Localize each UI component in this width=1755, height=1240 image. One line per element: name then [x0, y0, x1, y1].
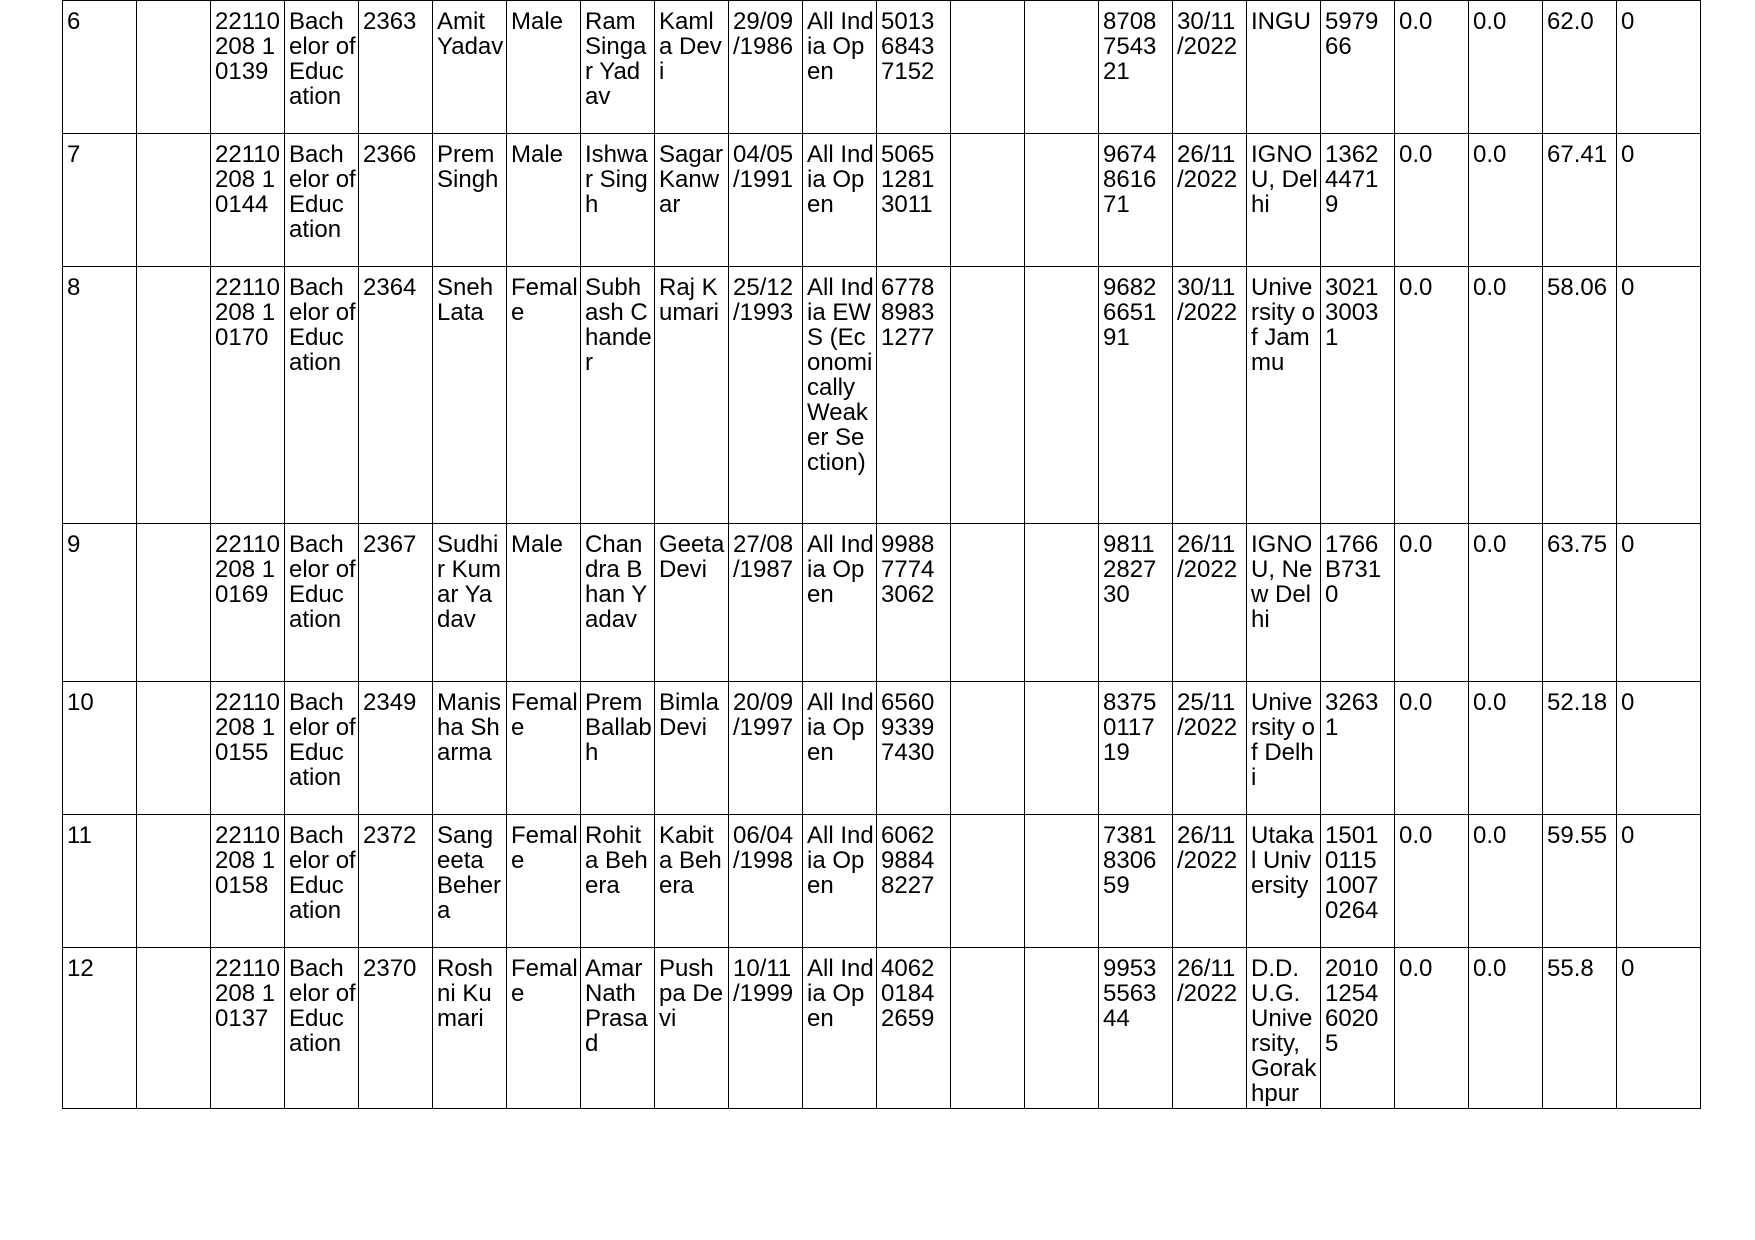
empty-cell: [951, 948, 1025, 1109]
cell-text: Female: [511, 689, 578, 741]
percentage-cell: [1543, 524, 1617, 682]
cell-text: All India EWS (Economically Weaker Section): [807, 274, 874, 476]
mobile-number-cell: [1099, 524, 1173, 682]
course-cell: [285, 267, 359, 524]
empty-cell: [1025, 524, 1099, 682]
cell-text: Sneh Lata: [437, 274, 494, 326]
cell-text: Chandra Bhan Yadav: [585, 531, 648, 633]
candidate-name-cell: [433, 1, 507, 134]
cell-text: 20/09 /1997: [733, 689, 794, 741]
cell-text: Ram Singar Yadav: [585, 8, 647, 110]
application-date-cell: [1173, 948, 1247, 1109]
aadhaar-number-cell: [877, 524, 951, 682]
aadhaar-number-cell: [877, 815, 951, 948]
marks-cell: [1469, 815, 1543, 948]
date-of-birth-cell: [729, 682, 803, 815]
empty-cell: [951, 267, 1025, 524]
cell-text: 22110208 10170: [215, 274, 280, 351]
roll-number-cell: [211, 267, 285, 524]
cell-text: Female: [511, 822, 578, 874]
cell-text: 0: [1621, 274, 1635, 301]
form-number-cell: [359, 1, 433, 134]
cell-text: 12: [67, 955, 94, 982]
cell-text: 2363: [363, 8, 417, 35]
cell-text: 2349: [363, 689, 417, 716]
cell-text: 22110208 10139: [215, 8, 280, 85]
cell-text: University of Jammu: [1251, 274, 1316, 376]
value-cell: [1617, 267, 1701, 524]
marks-cell: [1395, 134, 1469, 267]
mobile-number-cell: [1099, 682, 1173, 815]
percentage-cell: [1543, 815, 1617, 948]
cell-text: 30/11 /2022: [1177, 8, 1238, 60]
cell-text: 0: [1621, 822, 1635, 849]
cell-text: 2366: [363, 141, 417, 168]
cell-text: 2372: [363, 822, 417, 849]
enrollment-number-cell: [1321, 134, 1395, 267]
cell-text: Utakal University: [1251, 822, 1314, 899]
cell-text: Female: [511, 955, 578, 1007]
cell-text: 06/04 /1998: [733, 822, 794, 874]
candidate-name-cell: [433, 948, 507, 1109]
table-row: [63, 267, 1701, 524]
table-row: [63, 524, 1701, 682]
course-cell: [285, 948, 359, 1109]
cell-text: Kabita Behera: [659, 822, 722, 899]
cell-text: 10/11 /1999: [733, 955, 794, 1007]
cell-text: 22110208 10144: [215, 141, 280, 218]
empty-cell: [137, 815, 211, 948]
cell-text: Kamla Devi: [659, 8, 722, 85]
empty-cell: [1025, 1, 1099, 134]
marks-cell: [1395, 524, 1469, 682]
empty-cell: [1025, 267, 1099, 524]
university-cell: [1247, 1, 1321, 134]
cell-text: 58.06: [1547, 274, 1608, 301]
cell-text: Bimla Devi: [659, 689, 720, 741]
cell-text: Sagar Kanwar: [659, 141, 724, 218]
cell-text: 0.0: [1399, 8, 1433, 35]
value-cell: [1617, 134, 1701, 267]
university-cell: [1247, 524, 1321, 682]
cell-text: All India Open: [807, 822, 874, 899]
date-of-birth-cell: [729, 815, 803, 948]
mobile-number-cell: [1099, 134, 1173, 267]
gender-cell: [507, 815, 581, 948]
category-cell: [803, 267, 877, 524]
percentage-cell: [1543, 682, 1617, 815]
mobile-number-cell: [1099, 948, 1173, 1109]
marks-cell: [1469, 682, 1543, 815]
cell-text: 0.0: [1399, 822, 1433, 849]
percentage-cell: [1543, 948, 1617, 1109]
value-cell: [1617, 815, 1701, 948]
university-cell: [1247, 815, 1321, 948]
enrollment-number-cell: [1321, 948, 1395, 1109]
serial-number-cell: [63, 1, 137, 134]
roll-number-cell: [211, 948, 285, 1109]
cell-text: 25/12 /1993: [733, 274, 794, 326]
enrollment-number-cell: [1321, 267, 1395, 524]
enrollment-number-cell: [1321, 682, 1395, 815]
cell-text: 0: [1621, 531, 1635, 558]
records-table: [62, 0, 1701, 1109]
cell-text: 30/11 /2022: [1177, 274, 1238, 326]
table-row: [63, 134, 1701, 267]
cell-text: 7381 8306 59: [1103, 822, 1157, 899]
cell-text: Geeta Devi: [659, 531, 725, 583]
aadhaar-number-cell: [877, 682, 951, 815]
cell-text: 26/11 /2022: [1177, 531, 1238, 583]
roll-number-cell: [211, 134, 285, 267]
cell-text: 2010 1254 6020 5: [1325, 955, 1379, 1057]
course-cell: [285, 524, 359, 682]
course-cell: [285, 134, 359, 267]
cell-text: 26/11 /2022: [1177, 955, 1238, 1007]
cell-text: 0.0: [1473, 531, 1507, 558]
application-date-cell: [1173, 815, 1247, 948]
marks-cell: [1395, 815, 1469, 948]
date-of-birth-cell: [729, 267, 803, 524]
cell-text: Amit Yadav: [437, 8, 504, 60]
father-name-cell: [581, 267, 655, 524]
cell-text: Roshni Kumari: [437, 955, 494, 1032]
empty-cell: [137, 524, 211, 682]
cell-text: 22110208 10169: [215, 531, 280, 608]
roll-number-cell: [211, 815, 285, 948]
marks-cell: [1469, 134, 1543, 267]
value-cell: [1617, 1, 1701, 134]
gender-cell: [507, 267, 581, 524]
cell-text: 6: [67, 8, 81, 35]
cell-text: 0.0: [1473, 8, 1507, 35]
cell-text: 3263 1: [1325, 689, 1379, 741]
cell-text: 0: [1621, 955, 1635, 982]
table-row: [63, 948, 1701, 1109]
cell-text: 29/09 /1986: [733, 8, 794, 60]
cell-text: Male: [511, 8, 564, 35]
form-number-cell: [359, 948, 433, 1109]
cell-text: Rohita Behera: [585, 822, 648, 899]
cell-text: 52.18: [1547, 689, 1608, 716]
mother-name-cell: [655, 524, 729, 682]
empty-cell: [951, 815, 1025, 948]
date-of-birth-cell: [729, 1, 803, 134]
date-of-birth-cell: [729, 134, 803, 267]
cell-text: All India Open: [807, 141, 874, 218]
cell-text: 0.0: [1399, 274, 1433, 301]
university-cell: [1247, 134, 1321, 267]
father-name-cell: [581, 948, 655, 1109]
cell-text: 22110208 10155: [215, 689, 280, 766]
serial-number-cell: [63, 948, 137, 1109]
enrollment-number-cell: [1321, 1, 1395, 134]
percentage-cell: [1543, 267, 1617, 524]
cell-text: Bachelor of Education: [289, 531, 356, 633]
table-row: [63, 1, 1701, 134]
category-cell: [803, 134, 877, 267]
cell-text: 1501 0115 1007 0264: [1325, 822, 1379, 924]
mother-name-cell: [655, 682, 729, 815]
aadhaar-number-cell: [877, 267, 951, 524]
form-number-cell: [359, 134, 433, 267]
cell-text: Female: [511, 274, 578, 326]
cell-text: 0: [1621, 689, 1635, 716]
cell-text: University of Delhi: [1251, 689, 1316, 791]
cell-text: 0.0: [1473, 141, 1507, 168]
marks-cell: [1395, 267, 1469, 524]
empty-cell: [951, 682, 1025, 815]
cell-text: Prem Ballabh: [585, 689, 652, 766]
cell-text: Subhash Chander: [585, 274, 652, 376]
serial-number-cell: [63, 815, 137, 948]
gender-cell: [507, 134, 581, 267]
course-cell: [285, 815, 359, 948]
gender-cell: [507, 524, 581, 682]
cell-text: All India Open: [807, 689, 874, 766]
candidate-name-cell: [433, 267, 507, 524]
father-name-cell: [581, 524, 655, 682]
cell-text: Sudhir Kumar Yadav: [437, 531, 502, 633]
cell-text: 5065 1281 3011: [881, 141, 935, 218]
date-of-birth-cell: [729, 948, 803, 1109]
cell-text: IGNOU, New Delhi: [1251, 531, 1313, 633]
cell-text: 67.41: [1547, 141, 1608, 168]
cell-text: 9: [67, 531, 81, 558]
empty-cell: [137, 1, 211, 134]
cell-text: 04/05 /1991: [733, 141, 794, 193]
roll-number-cell: [211, 1, 285, 134]
cell-text: Manisha Sharma: [437, 689, 502, 766]
cell-text: D.D. U.G. University, Gorakhpur: [1251, 955, 1317, 1107]
empty-cell: [951, 134, 1025, 267]
cell-text: 5013 6843 7152: [881, 8, 935, 85]
cell-text: 0.0: [1473, 955, 1507, 982]
mother-name-cell: [655, 1, 729, 134]
university-cell: [1247, 267, 1321, 524]
empty-cell: [137, 682, 211, 815]
aadhaar-number-cell: [877, 1, 951, 134]
mother-name-cell: [655, 267, 729, 524]
cell-text: 0.0: [1473, 689, 1507, 716]
mother-name-cell: [655, 948, 729, 1109]
form-number-cell: [359, 682, 433, 815]
percentage-cell: [1543, 1, 1617, 134]
value-cell: [1617, 948, 1701, 1109]
cell-text: 22110208 10158: [215, 822, 280, 899]
cell-text: 3021 3003 1: [1325, 274, 1379, 351]
cell-text: INGU: [1251, 8, 1311, 35]
roll-number-cell: [211, 524, 285, 682]
cell-text: 0.0: [1399, 531, 1433, 558]
marks-cell: [1395, 948, 1469, 1109]
marks-cell: [1469, 267, 1543, 524]
cell-text: Bachelor of Education: [289, 8, 356, 110]
father-name-cell: [581, 815, 655, 948]
serial-number-cell: [63, 267, 137, 524]
cell-text: 1766 B731 0: [1325, 531, 1382, 608]
mobile-number-cell: [1099, 815, 1173, 948]
form-number-cell: [359, 267, 433, 524]
aadhaar-number-cell: [877, 134, 951, 267]
cell-text: All India Open: [807, 955, 874, 1032]
category-cell: [803, 524, 877, 682]
cell-text: 0.0: [1399, 955, 1433, 982]
course-cell: [285, 682, 359, 815]
category-cell: [803, 1, 877, 134]
father-name-cell: [581, 134, 655, 267]
cell-text: 27/08 /1987: [733, 531, 794, 583]
cell-text: Bachelor of Education: [289, 955, 356, 1057]
cell-text: 9811 2827 30: [1103, 531, 1157, 608]
cell-text: Bachelor of Education: [289, 689, 356, 791]
cell-text: 26/11 /2022: [1177, 141, 1238, 193]
roll-number-cell: [211, 682, 285, 815]
candidate-name-cell: [433, 524, 507, 682]
gender-cell: [507, 682, 581, 815]
cell-text: 0: [1621, 8, 1635, 35]
cell-text: 0.0: [1473, 274, 1507, 301]
table-body: [63, 1, 1701, 1109]
candidate-name-cell: [433, 682, 507, 815]
date-of-birth-cell: [729, 524, 803, 682]
application-date-cell: [1173, 524, 1247, 682]
cell-text: 25/11 /2022: [1177, 689, 1238, 741]
enrollment-number-cell: [1321, 815, 1395, 948]
marks-cell: [1469, 524, 1543, 682]
mother-name-cell: [655, 134, 729, 267]
university-cell: [1247, 948, 1321, 1109]
cell-text: 10: [67, 689, 94, 716]
cell-text: 4062 0184 2659: [881, 955, 935, 1032]
serial-number-cell: [63, 682, 137, 815]
cell-text: Bachelor of Education: [289, 274, 356, 376]
cell-text: Bachelor of Education: [289, 822, 356, 924]
cell-text: 0.0: [1399, 689, 1433, 716]
cell-text: 7: [67, 141, 81, 168]
form-number-cell: [359, 815, 433, 948]
application-date-cell: [1173, 267, 1247, 524]
mobile-number-cell: [1099, 1, 1173, 134]
serial-number-cell: [63, 134, 137, 267]
cell-text: 2364: [363, 274, 417, 301]
cell-text: 9953 5563 44: [1103, 955, 1157, 1032]
cell-text: 2367: [363, 531, 417, 558]
cell-text: Amar Nath Prasad: [585, 955, 648, 1057]
cell-text: 1362 4471 9: [1325, 141, 1379, 218]
application-date-cell: [1173, 1, 1247, 134]
cell-text: 63.75: [1547, 531, 1608, 558]
serial-number-cell: [63, 524, 137, 682]
course-cell: [285, 1, 359, 134]
cell-text: 6778 8983 1277: [881, 274, 935, 351]
empty-cell: [1025, 134, 1099, 267]
table-row: [63, 815, 1701, 948]
cell-text: 0.0: [1399, 141, 1433, 168]
marks-cell: [1469, 1, 1543, 134]
cell-text: Male: [511, 141, 564, 168]
cell-text: 26/11 /2022: [1177, 822, 1238, 874]
cell-text: 9674 8616 71: [1103, 141, 1157, 218]
cell-text: Ishwar Singh: [585, 141, 648, 218]
cell-text: 9682 6651 91: [1103, 274, 1157, 351]
candidate-name-cell: [433, 134, 507, 267]
father-name-cell: [581, 1, 655, 134]
cell-text: 59.55: [1547, 822, 1608, 849]
cell-text: Bachelor of Education: [289, 141, 356, 243]
cell-text: Male: [511, 531, 564, 558]
mother-name-cell: [655, 815, 729, 948]
mobile-number-cell: [1099, 267, 1173, 524]
cell-text: 8708 7543 21: [1103, 8, 1157, 85]
empty-cell: [1025, 948, 1099, 1109]
category-cell: [803, 948, 877, 1109]
cell-text: Raj Kumari: [659, 274, 720, 326]
value-cell: [1617, 682, 1701, 815]
cell-text: 9988 7774 3062: [881, 531, 935, 608]
form-number-cell: [359, 524, 433, 682]
cell-text: 0: [1621, 141, 1635, 168]
cell-text: 0.0: [1473, 822, 1507, 849]
aadhaar-number-cell: [877, 948, 951, 1109]
cell-text: Sangeeta Behera: [437, 822, 502, 924]
application-date-cell: [1173, 134, 1247, 267]
category-cell: [803, 682, 877, 815]
cell-text: 6560 9339 7430: [881, 689, 935, 766]
cell-text: 8: [67, 274, 81, 301]
empty-cell: [951, 1, 1025, 134]
cell-text: 62.0: [1547, 8, 1594, 35]
empty-cell: [137, 267, 211, 524]
cell-text: All India Open: [807, 8, 874, 85]
cell-text: IGNOU, Delhi: [1251, 141, 1318, 218]
category-cell: [803, 815, 877, 948]
enrollment-number-cell: [1321, 524, 1395, 682]
empty-cell: [951, 524, 1025, 682]
empty-cell: [137, 948, 211, 1109]
cell-text: 55.8: [1547, 955, 1594, 982]
cell-text: Pushpa Devi: [659, 955, 724, 1032]
marks-cell: [1395, 682, 1469, 815]
cell-text: 2370: [363, 955, 417, 982]
university-cell: [1247, 682, 1321, 815]
cell-text: 5979 66: [1325, 8, 1379, 60]
gender-cell: [507, 1, 581, 134]
empty-cell: [1025, 682, 1099, 815]
empty-cell: [1025, 815, 1099, 948]
cell-text: 11: [67, 822, 92, 849]
cell-text: Prem Singh: [437, 141, 499, 193]
cell-text: All India Open: [807, 531, 874, 608]
gender-cell: [507, 948, 581, 1109]
cell-text: 6062 9884 8227: [881, 822, 935, 899]
table-row: [63, 682, 1701, 815]
cell-text: 8375 0117 19: [1103, 689, 1157, 766]
marks-cell: [1469, 948, 1543, 1109]
candidate-name-cell: [433, 815, 507, 948]
marks-cell: [1395, 1, 1469, 134]
father-name-cell: [581, 682, 655, 815]
value-cell: [1617, 524, 1701, 682]
percentage-cell: [1543, 134, 1617, 267]
empty-cell: [137, 134, 211, 267]
cell-text: 22110208 10137: [215, 955, 280, 1032]
application-date-cell: [1173, 682, 1247, 815]
